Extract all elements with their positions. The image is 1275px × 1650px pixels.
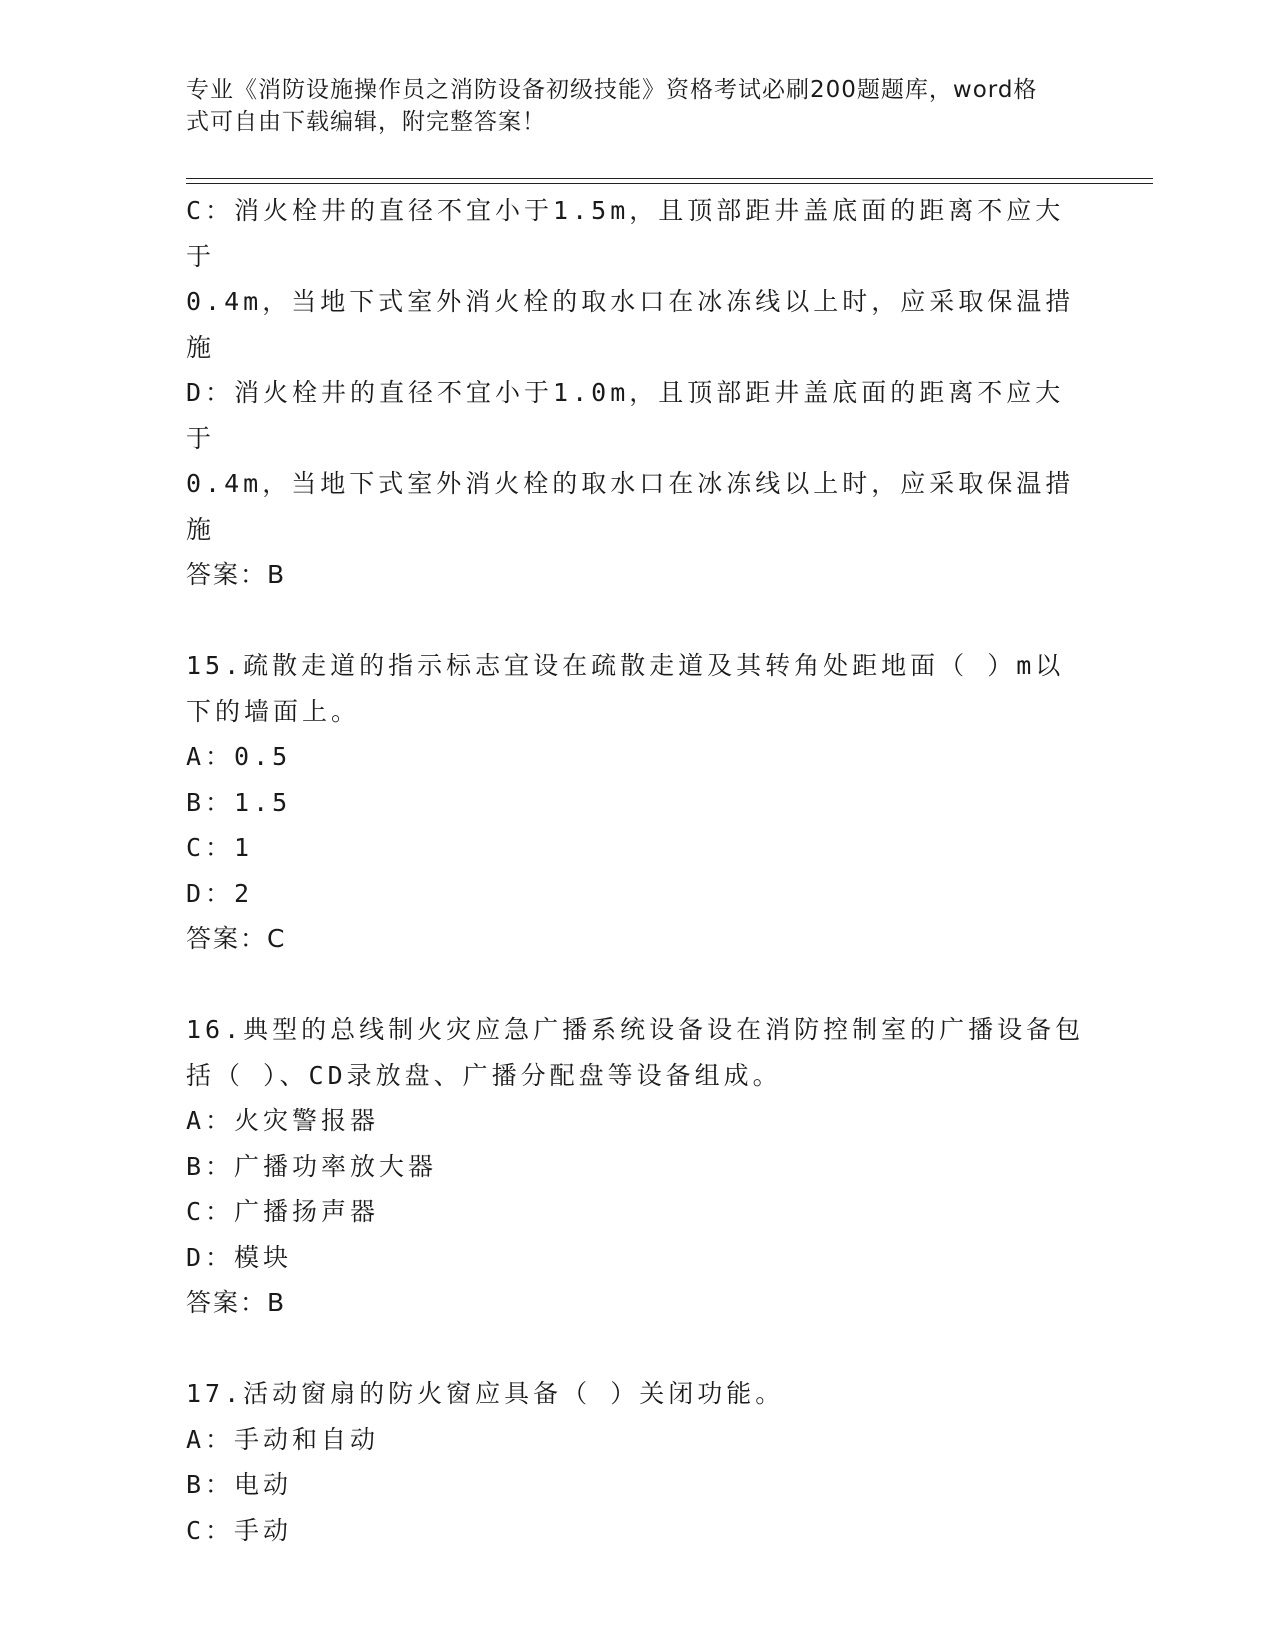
question-list xyxy=(186,188,1086,1553)
option-c: C：1 xyxy=(186,833,254,862)
header-divider-bottom xyxy=(186,183,1153,184)
option-b: B：电动 xyxy=(186,1470,293,1499)
document-header xyxy=(186,74,1066,138)
option-c: C：广播扬声器 xyxy=(186,1197,380,1226)
option-c-line: C：消火栓井的直径不宜小于1.5m，且顶部距井盖底面的距离不应大于 xyxy=(186,196,1065,271)
option-d: D：模块 xyxy=(186,1242,293,1272)
question-stem-line: 下的墙面上。 xyxy=(186,696,361,726)
question-stem-line: 15.疏散走道的指示标志宜设在疏散走道及其转角处距地面（ ）m以 xyxy=(186,651,1065,680)
question-spacer xyxy=(186,1326,1086,1372)
header-divider-top xyxy=(186,178,1153,179)
option-b: B：1.5 xyxy=(186,787,292,817)
header-title-line-2: 式可自由下载编辑，附完整答案！ xyxy=(186,109,546,135)
question-16-block xyxy=(186,1007,1086,1326)
option-c: C：手动 xyxy=(186,1515,293,1545)
header-title-line-1: 专业《消防设施操作员之消防设备初级技能》资格考试必刷200题题库，word格 xyxy=(186,77,1038,103)
question-17-block xyxy=(186,1371,1086,1553)
question-spacer xyxy=(186,598,1086,644)
question-stem-line: 括（ ）、CD录放盘、广播分配盘等设备组成。 xyxy=(186,1060,782,1090)
question-stem-line: 17.活动窗扇的防火窗应具备（ ）关闭功能。 xyxy=(186,1379,785,1408)
option-d-line: 0.4m，当地下式室外消火栓的取水口在冰冻线以上时，应采取保温措 xyxy=(186,469,1075,498)
question-spacer xyxy=(186,962,1086,1008)
answer-text: 答案：B xyxy=(186,1288,287,1317)
option-b: B：广播功率放大器 xyxy=(186,1151,438,1181)
answer-text: 答案：C xyxy=(186,924,287,953)
question-15-block xyxy=(186,643,1086,962)
question-stem-line: 16.典型的总线制火灾应急广播系统设备设在消防控制室的广播设备包 xyxy=(186,1015,1085,1044)
option-d-line: D：消火栓井的直径不宜小于1.0m，且顶部距井盖底面的距离不应大于 xyxy=(186,378,1065,453)
option-c-line: 施 xyxy=(186,332,216,362)
option-d-line: 施 xyxy=(186,514,216,544)
option-a: A：0.5 xyxy=(186,742,292,771)
prev-question-block xyxy=(186,188,1086,598)
option-a: A：手动和自动 xyxy=(186,1424,380,1454)
option-a: A：火灾警报器 xyxy=(186,1106,380,1135)
option-c-line: 0.4m，当地下式室外消火栓的取水口在冰冻线以上时，应采取保温措 xyxy=(186,287,1075,316)
answer-text: 答案：B xyxy=(186,560,287,589)
option-d: D：2 xyxy=(186,878,254,908)
